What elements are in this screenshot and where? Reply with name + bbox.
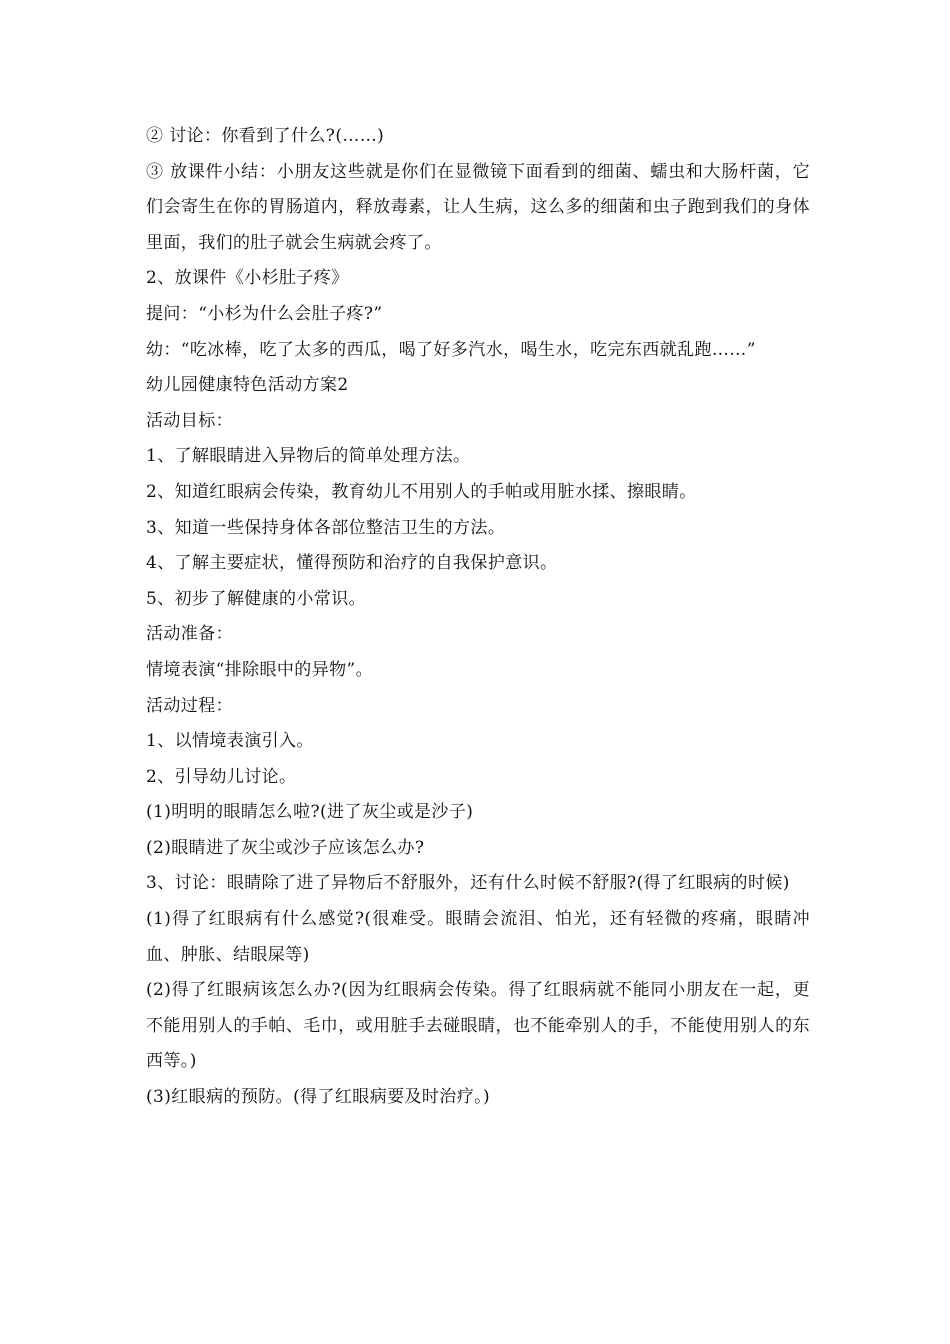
paragraph-courseware-summary: ③ 放课件小结：小朋友这些就是你们在显微镜下面看到的细菌、蠕虫和大肠杆菌，它们会寄生在你的胃肠道内，释放毒素，让人生病，这么多的细菌和虫子跑到我们的身体里面，我们的肚子就会生病就会疼了。 bbox=[146, 161, 810, 253]
goal-item-1: 1、了解眼睛进入异物后的简单处理方法。 bbox=[146, 446, 471, 467]
heading-activity-goals: 活动目标： bbox=[146, 410, 233, 431]
paragraph-discussion-what-seen: ② 讨论：你看到了什么?(……) bbox=[146, 126, 385, 146]
process-subitem-3-2: (2)得了红眼病该怎么办?(因为红眼病会传染。得了红眼病就不能同小朋友在一起，更不能用别人的手帕、毛巾，或用脏手去碰眼睛，也不能牵别人的手，不能使用别人的东西等。) bbox=[146, 980, 810, 1072]
section-title: 幼儿园健康特色活动方案2 bbox=[146, 375, 349, 396]
process-subitem-1: (1)明明的眼睛怎么啦?(进了灰尘或是沙子) bbox=[146, 802, 474, 823]
process-subitem-3-1: (1)得了红眼病有什么感觉?(很难受。眼睛会流泪、怕光，还有轻微的疼痛，眼睛冲血、肿胀、结眼屎等) bbox=[146, 909, 810, 965]
goal-item-3: 3、知道一些保持身体各部位整洁卫生的方法。 bbox=[146, 517, 506, 538]
preparation-text: 情境表演“排除眼中的异物”。 bbox=[146, 659, 373, 680]
process-item-3: 3、讨论：眼睛除了进了异物后不舒服外，还有什么时候不舒服?(得了红眼病的时候) bbox=[146, 873, 790, 894]
process-subitem-3-3: (3)红眼病的预防。(得了红眼病要及时治疗。) bbox=[146, 1087, 491, 1108]
process-item-2: 2、引导幼儿讨论。 bbox=[146, 766, 297, 787]
process-item-1: 1、以情境表演引入。 bbox=[146, 731, 314, 752]
goal-item-2: 2、知道红眼病会传染，教育幼儿不用别人的手帕或用脏水揉、擦眼睛。 bbox=[146, 481, 697, 502]
heading-activity-preparation: 活动准备： bbox=[146, 624, 233, 645]
paragraph-question: 提问：“小杉为什么会肚子疼?” bbox=[146, 303, 383, 324]
process-subitem-2: (2)眼睛进了灰尘或沙子应该怎么办? bbox=[146, 837, 425, 858]
paragraph-child-answer: 幼：“吃冰棒，吃了太多的西瓜，喝了好多汽水，喝生水，吃完东西就乱跑……” bbox=[146, 339, 756, 360]
heading-activity-process: 活动过程： bbox=[146, 695, 233, 716]
goal-item-4: 4、了解主要症状，懂得预防和治疗的自我保护意识。 bbox=[146, 553, 558, 574]
document-body bbox=[146, 119, 810, 1116]
goal-item-5: 5、初步了解健康的小常识。 bbox=[146, 588, 367, 609]
paragraph-courseware-xiaoshan: 2、放课件《小杉肚子疼》 bbox=[146, 268, 349, 289]
